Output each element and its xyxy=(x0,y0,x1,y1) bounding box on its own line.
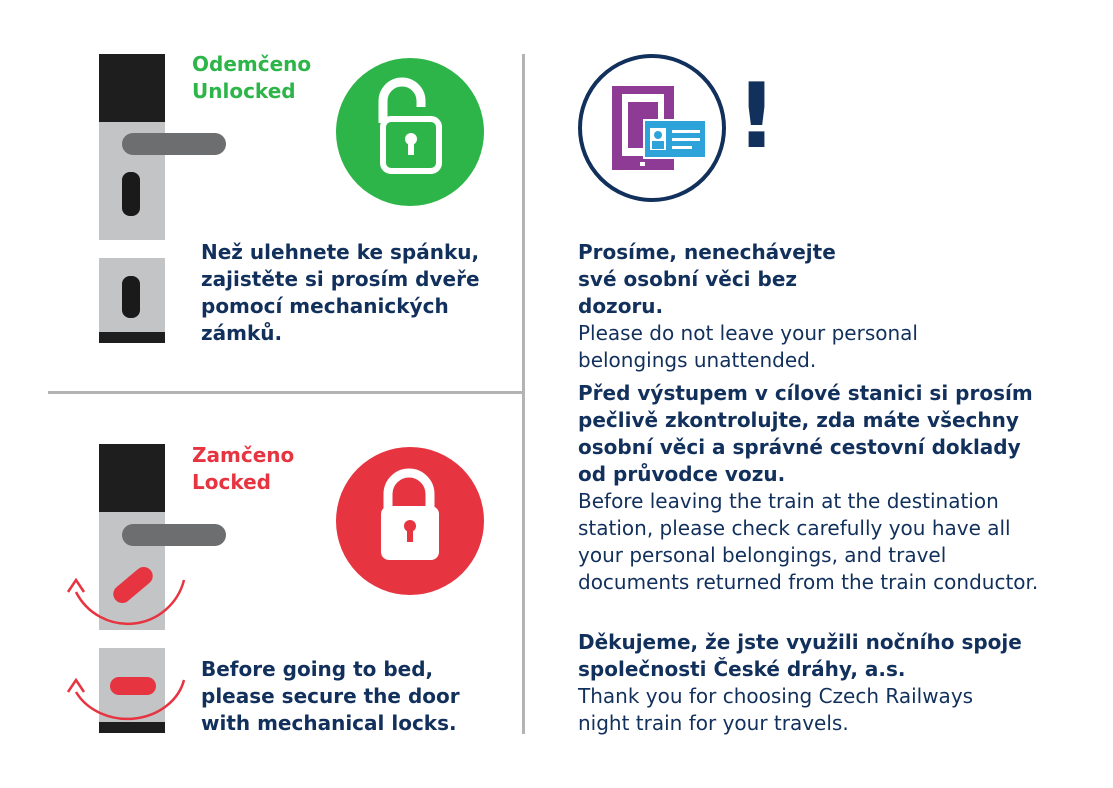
thanks-cz: Děkujeme, že jste využili nočního spoje společnosti České dráhy, a.s. xyxy=(578,630,1022,681)
thanks-en: Thank you for choosing Czech Railways night train for your travels. xyxy=(578,684,974,735)
rotate-arrow-icon xyxy=(62,672,192,738)
rotate-arrow-icon xyxy=(62,570,192,640)
notice-cz: Prosíme, nenechávejte své osobní věci bez dozoru. xyxy=(578,240,836,318)
instruction-cz: Než ulehnete ke spánku, zajistěte si prosím dveře pomocí mechanických zámků. xyxy=(201,240,480,345)
vertical-divider xyxy=(522,54,525,734)
door-handle xyxy=(122,133,226,155)
notice-en: Please do not leave your personal belongings unattended. xyxy=(578,321,918,372)
status-locked xyxy=(192,442,294,496)
exclamation-mark: ! xyxy=(736,64,778,169)
notice-check xyxy=(578,380,1098,596)
unlocked-padlock-icon xyxy=(335,57,485,207)
locked-padlock-icon xyxy=(335,446,485,596)
status-unlocked xyxy=(192,51,311,105)
instruction-en: Before going to bed, please secure the door with mechanical locks. xyxy=(201,657,460,735)
door-edge-top xyxy=(99,444,165,512)
passport-id-card-icon xyxy=(578,54,726,202)
door-handle xyxy=(122,524,226,546)
status-cz: Zamčeno xyxy=(192,443,295,467)
notice-cz: Před výstupem v cílové stanici si prosím pečlivě zkontrolujte, zda máte všechny osobní věci a správné cestovní doklady od průvodce vozu. xyxy=(578,381,1033,486)
notice-belongings xyxy=(578,239,1098,374)
status-en: Locked xyxy=(192,470,271,494)
keyhole-slot xyxy=(122,172,140,216)
status-en: Unlocked xyxy=(192,79,296,103)
notice-thanks xyxy=(578,629,1098,737)
thumb-turn-vertical xyxy=(122,276,140,318)
status-cz: Odemčeno xyxy=(192,52,312,76)
door-edge-bottom xyxy=(99,332,165,343)
notice-en: Before leaving the train at the destination station, please check carefully you have all your personal belongings, and travel documents returned from the train conductor. xyxy=(578,489,1039,594)
horizontal-divider xyxy=(48,391,525,394)
door-edge-top xyxy=(99,54,165,122)
